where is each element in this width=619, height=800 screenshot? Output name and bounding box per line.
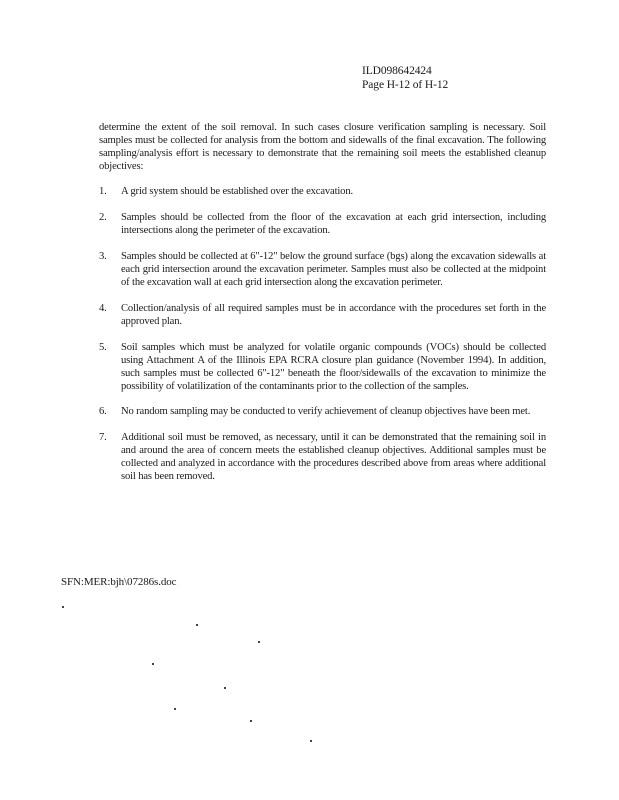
scan-speck xyxy=(152,663,154,665)
scan-speck xyxy=(258,641,260,643)
scan-speck xyxy=(224,687,226,689)
scan-speck xyxy=(250,720,252,722)
list-item xyxy=(99,431,546,483)
list-item xyxy=(99,185,546,198)
document-id: ILD098642424 xyxy=(362,65,432,77)
list-item-text: Additional soil must be removed, as necessary, until it can be demonstrated that the remaining soil in and around the area of concern meets the established cleanup objectives. Additional samples must be collected and analyzed in accordance with the procedures described above from areas where additional soil has been removed. xyxy=(121,432,546,483)
list-item-number: 2. xyxy=(99,212,107,224)
list-item-text: A grid system should be established over the excavation. xyxy=(121,186,353,198)
scan-speck xyxy=(174,708,176,710)
list-item xyxy=(99,405,546,418)
list-item-text: Samples should be collected at 6"-12" below the ground surface (bgs) along the excavation sidewalls at each grid intersection around the excavation perimeter. Samples must also be collected at the midpoint of the excavation wall at each grid intersection along the excavation perimeter. xyxy=(121,250,546,289)
list-item-number: 5. xyxy=(99,341,107,353)
scan-speck xyxy=(310,740,312,742)
sampling-steps-list xyxy=(99,185,546,483)
list-item xyxy=(99,302,546,328)
list-item-text: Soil samples which must be analyzed for volatile organic compounds (VOCs) should be collected using Attachment A of the Illinois EPA RCRA closure plan guidance (November 1994). In addition, such samples must be collected 6"-12" beneath the floor/sidewalls of the excavation to minimize the possibility of volatilization of the contaminants prior to the collection of the samples. xyxy=(121,341,546,392)
list-item xyxy=(99,250,546,289)
list-item-number: 4. xyxy=(99,302,107,314)
page-number: Page H-12 of H-12 xyxy=(362,79,449,91)
scan-speck xyxy=(196,624,198,626)
list-item-text: Samples should be collected from the floor of the excavation at each grid intersection, including intersections along the perimeter of the excavation. xyxy=(121,212,546,237)
list-item xyxy=(99,211,546,237)
page-header xyxy=(362,64,448,92)
list-item-text: Collection/analysis of all required samples must be in accordance with the procedures set forth in the approved plan. xyxy=(121,302,546,327)
document-body xyxy=(99,121,546,496)
list-item-text: No random sampling may be conducted to verify achievement of cleanup objectives have been met. xyxy=(121,406,531,418)
intro-paragraph: determine the extent of the soil removal. In such cases closure verification sampling is necessary. Soil samples must be collected for analysis from the bottom and sidewalls of the final excavation. The following sampling/analysis effort is necessary to demonstrate that the remaining soil meets the established cleanup objectives: xyxy=(99,122,546,173)
list-item-number: 6. xyxy=(99,406,107,418)
list-item xyxy=(99,341,546,393)
list-item-number: 1. xyxy=(99,186,107,198)
list-item-number: 7. xyxy=(99,432,107,444)
list-item-number: 3. xyxy=(99,250,107,262)
file-reference: SFN:MER:bjh\07286s.doc xyxy=(61,576,177,588)
scan-speck xyxy=(62,606,64,608)
